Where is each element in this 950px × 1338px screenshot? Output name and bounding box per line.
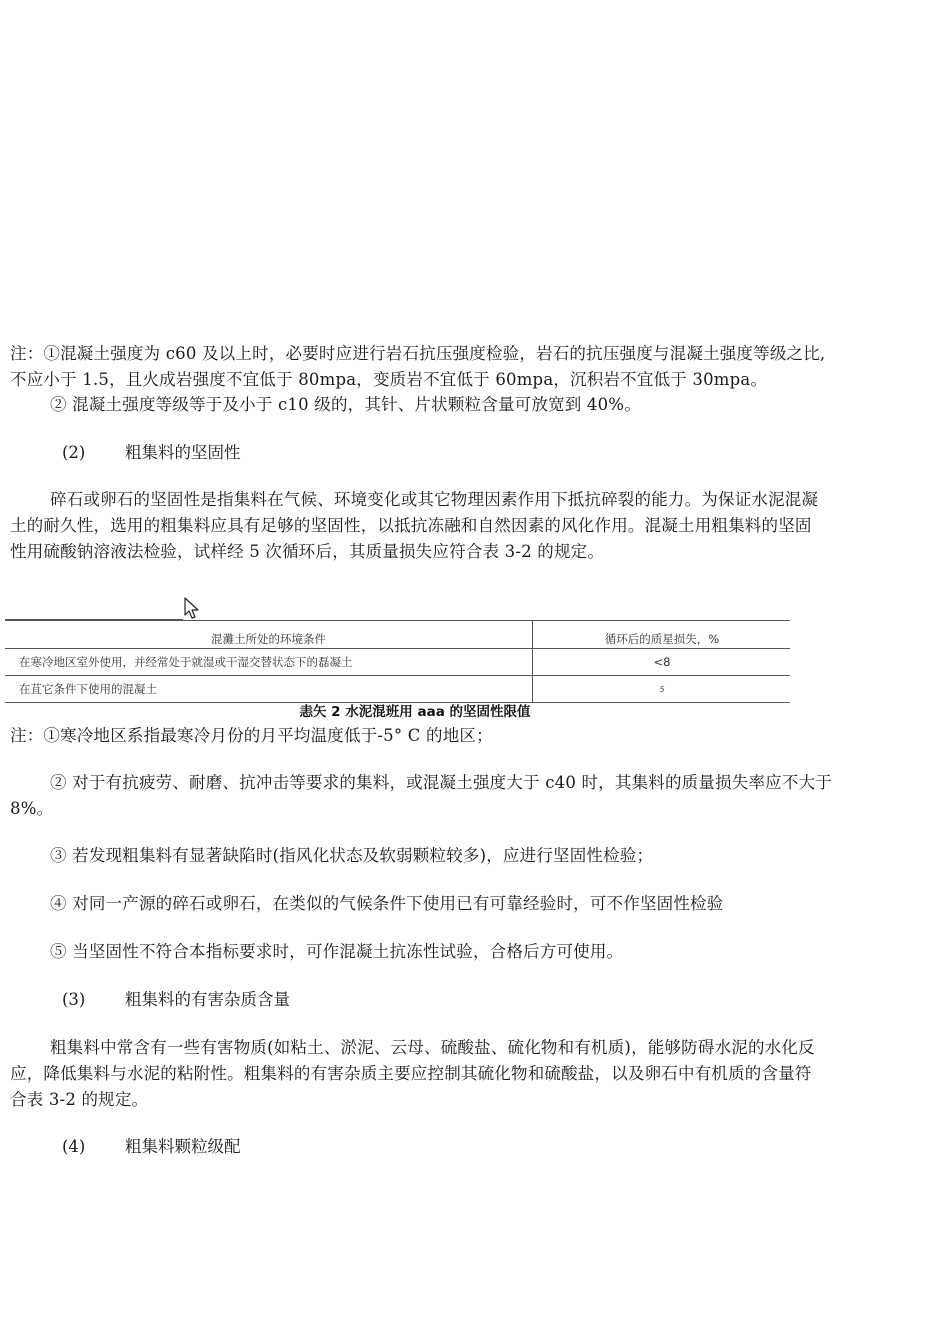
table-cell-condition: 在寒冷地区室外使用，并经常处于就湿或干湿交替状态下的磊凝土 — [5, 649, 533, 675]
table-caption: 恚矢 2 水泥混班用 aaa 的坚固性限值 — [299, 704, 531, 720]
note2-line5: ⑤ 当坚固性不符合本指标要求时，可作混凝土抗冻性试验，合格后方可使用。 — [50, 942, 624, 961]
note2-line4: ④ 对同一产源的碎石或卵石，在类似的气候条件下使用已有可靠经验时，可不作坚固性检验 — [50, 894, 724, 913]
note1-line2: 不应小于 1.5，且火成岩强度不宜低于 80mpa，变质岩不宜低于 60mpa，沉积岩不宜低于 30mpa。 — [10, 370, 768, 389]
note2-line3: ③ 若发现粗集料有显著缺陷时(指风化状态及软弱颗粒较多)，应进行坚固性检验； — [50, 846, 654, 865]
section2-para-line2: 土的耐久性，选用的粗集料应具有足够的坚固性，以抵抗冻融和自然因素的风化作用。混凝土用粗集料的坚固 — [10, 516, 812, 535]
note2-line2b: 8%。 — [10, 799, 54, 818]
note2-line1: 注：①寒冷地区系指最寒冷月份的月平均温度低于-5° C 的地区； — [10, 726, 493, 745]
note2-line2a: ② 对于有抗疲劳、耐磨、抗冲击等要求的集料，或混凝土强度大于 c40 时，其集料的质量损失率应不大于 — [50, 773, 832, 792]
section3-para-line1: 粗集料中常含有一些有害物质(如粘土、淤泥、云母、硫酸盐、硫化物和有机质)，能够防碍水泥的水化反 — [50, 1038, 815, 1057]
section3-number: (3) — [62, 990, 86, 1009]
section2-para-line3: 性用硫酸钠溶液法检验，试样经 5 次循环后，其质量损失应符合表 3-2 的规定。 — [10, 542, 605, 561]
section3-title: 粗集料的有害杂质含量 — [125, 990, 290, 1009]
table-header-condition: 混灘土所处的环境条件 — [5, 621, 533, 648]
table-header-row — [5, 620, 790, 649]
stability-table — [5, 620, 790, 703]
section2-number: (2) — [62, 443, 86, 462]
table-row — [5, 676, 790, 703]
section3-para-line3: 合表 3-2 的规定。 — [10, 1090, 149, 1109]
table-cell-loss: <8 — [653, 655, 671, 669]
table-cell-loss: 5 — [659, 684, 665, 694]
note1-line3: ② 混凝土强度等级等于及小于 c10 级的，其针、片状颗粒含量可放宽到 40%。 — [50, 395, 641, 414]
section4-title: 粗集料颗粒级配 — [125, 1137, 241, 1156]
table-cell-condition: 在苴它条件下使用的混凝土 — [5, 676, 533, 702]
note1-line1: 注：①混凝土强度为 c60 及以上时，必要时应进行岩石抗压强度检验，岩石的抗压强度与混凝土强度等级之比, — [10, 344, 826, 363]
section2-para-line1: 碎石或卵石的坚固性是指集料在气候、环境变化或其它物理因素作用下抵抗碎裂的能力。为保证水泥混凝 — [50, 490, 819, 509]
section3-para-line2: 应，降低集料与水泥的粘附性。粗集料的有害杂质主要应控制其硫化物和硫酸盐，以及卵石中有机质的含量符 — [10, 1064, 812, 1083]
section4-number: (4) — [62, 1137, 86, 1156]
section2-title: 粗集料的坚固性 — [125, 443, 241, 462]
table-row — [5, 649, 790, 676]
table-header-loss: 循环后的质星损失，% — [604, 631, 720, 646]
mouse-pointer-icon — [183, 597, 201, 621]
